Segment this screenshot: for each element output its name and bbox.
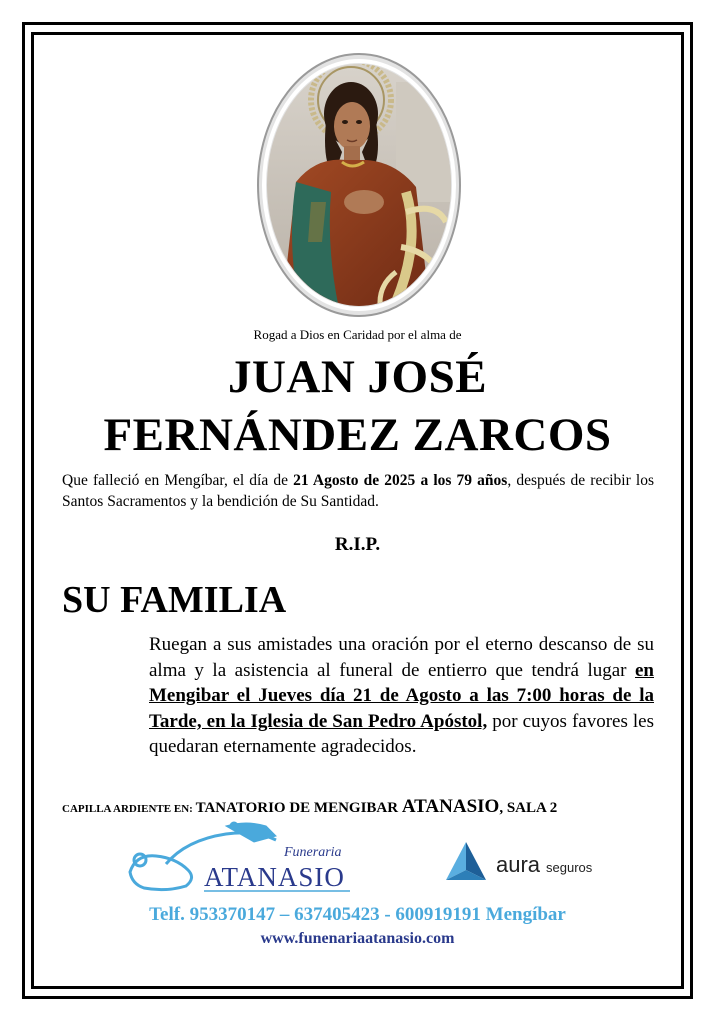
contact-phones: Telf. 953370147 – 637405423 - 600919191 Mengíbar [149,904,566,925]
rip-text: R.I.P. [334,534,381,555]
aura-label: aura [496,852,541,877]
chapel-label: CAPILLA ARDIENTE EN: [62,803,196,815]
obituary-text-end: , después de recibir los Santos Sacramentos y la bendición de Su Santidad. [62,472,654,510]
deceased-name-first: JUAN JOSÉ [227,351,488,403]
funeral-text-start: Ruegan a sus amistades una oración por el eterno descanso de su alma y la asistencia al funeral de entierro que tendrá lugar [149,634,654,681]
obituary-text [62,470,654,512]
family-heading: SU FAMILIA [62,579,287,621]
aura-pyramid-icon [446,842,486,880]
intro-line: Rogad a Dios en Caridad por el alma de [253,327,462,342]
logo-funeraria-label: Funeraria [284,845,342,860]
chapel-brand: ATANASIO [401,796,500,817]
funeral-details: en Mengibar el Jueves día 21 de Agosto a las 7:00 horas de la Tarde, en la Iglesia de San Pedro Apóstol, [149,659,654,732]
saint-portrait [256,52,462,318]
funeraria-atanasio-logo [126,820,356,896]
obituary-text-start: Que falleció en Mengíbar, el día de [62,472,294,489]
aura-seguros-logo [444,840,614,885]
funeral-text-end: por cuyos favores les quedaran eternamente agradecidos. [149,710,654,757]
reclining-figure-icon [130,856,192,890]
chapel-room: , SALA 2 [499,800,558,816]
contact-website[interactable]: www.funenariaatanasio.com [260,930,455,947]
funeral-announcement [149,632,654,760]
aura-seguros-label: seguros [546,860,593,875]
chapel-place: TANATORIO DE MENGIBAR [195,800,402,816]
logo-atanasio-label: ATANASIO [204,862,345,892]
chapel-info [62,796,557,818]
deceased-name-last: FERNÁNDEZ ZARCOS [103,409,612,461]
obituary-date-age: 21 Agosto de 2025 a los 79 años [293,472,508,489]
